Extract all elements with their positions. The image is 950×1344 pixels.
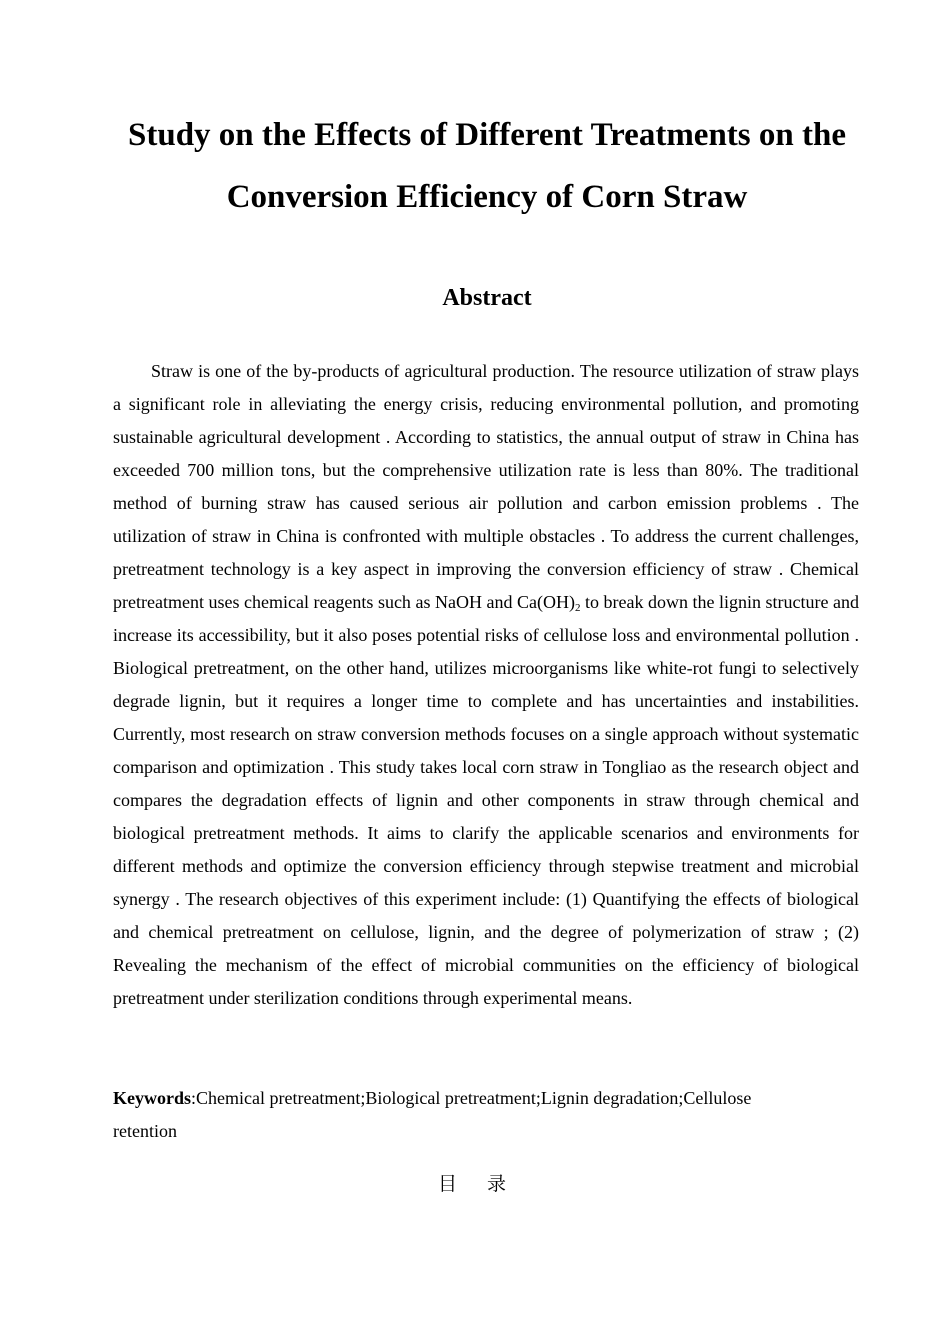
keywords-line <box>113 1082 813 1148</box>
abstract-heading: Abstract <box>442 285 532 311</box>
keywords-label: Keywords <box>113 1088 191 1108</box>
abstract-text-part1: Straw is one of the by-products of agricultural production. The resource utilization of straw plays a significant role in alleviating the energy crisis, reducing environmental pollution, and promoting sustainable agricultural development . According to statistics, the annual output of straw in China has exceeded 700 million tons, but the comprehensive utilization rate is less than 80%. The traditional method of burning straw has caused serious air pollution and carbon emission problems . The utilization of straw in China is confronted with multiple obstacles . To address the current challenges, pretreatment technology is a key aspect in improving the conversion efficiency of straw . Chemical pretreatment uses chemical reagents such as NaOH and Ca(OH) <box>113 361 859 612</box>
keywords-text: :Chemical pretreatment;Biological pretreatment;Lignin degradation;Cellulose retention <box>113 1088 752 1141</box>
abstract-text-part2: to break down the lignin structure and increase its accessibility, but it also poses potential risks of cellulose loss and environmental pollution . Biological pretreatment, on the other hand, utilizes microorganisms like white-rot fungi to selectively degrade lignin, but it requires a longer time to complete and has uncertainties and instabilities. Currently, most research on straw conversion methods focuses on a single approach without systematic comparison and optimization . This study takes local corn straw in Tongliao as the research object and compares the degradation effects of lignin and other components in straw through chemical and biological pretreatment methods. It aims to clarify the applicable scenarios and environments for different methods and optimize the conversion efficiency through stepwise treatment and microbial synergy . The research objectives of this experiment include: (1) Quantifying the effects of biological and chemical pretreatment on cellulose, lignin, and the degree of polymerization of straw ; (2) Revealing the mechanism of the effect of microbial communities on the efficiency of biological pretreatment under sterilization conditions through experimental means. <box>113 592 859 1008</box>
subscript-2: 2 <box>574 602 581 614</box>
table-of-contents-heading: 目录 <box>437 1173 536 1195</box>
abstract-body <box>113 355 859 1015</box>
paper-title: Study on the Effects of Different Treatments on the Conversion Efficiency of Corn Straw <box>128 117 846 215</box>
